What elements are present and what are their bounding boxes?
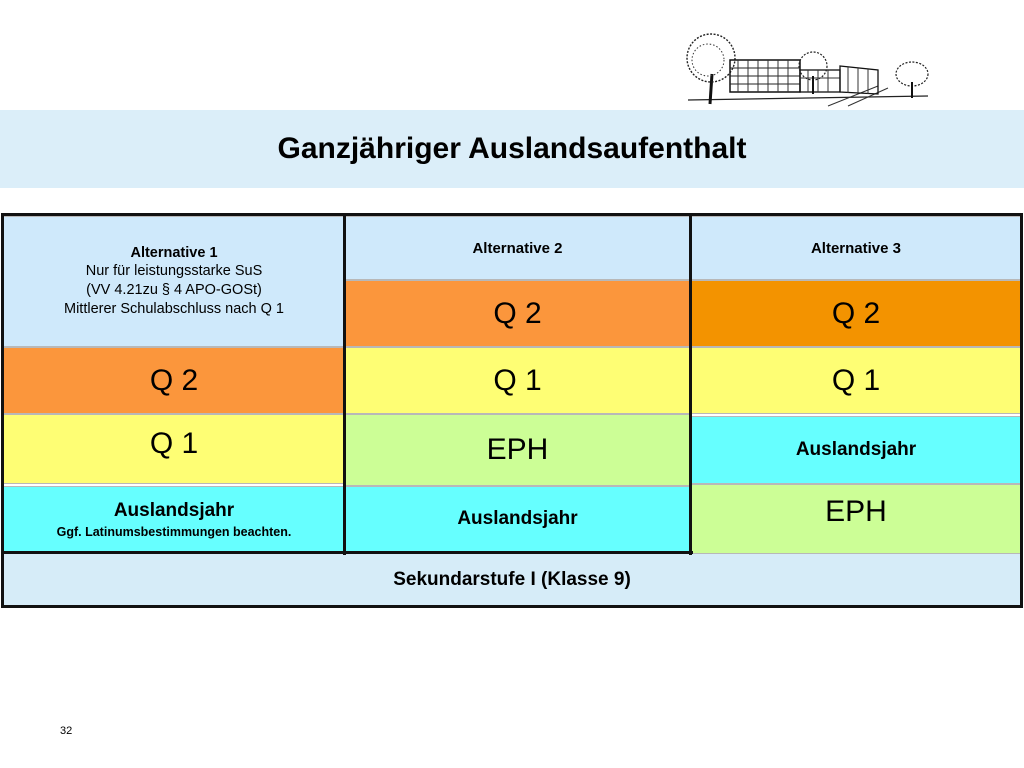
alt3-abroad-cell	[691, 416, 1021, 484]
alt2-q2-cell	[345, 280, 690, 347]
title-band	[0, 110, 1024, 188]
alt1-header	[3, 216, 345, 347]
page-title: Ganzjähriger Auslandsaufenthalt	[277, 132, 747, 165]
alt2-q2-label: Q 2	[493, 296, 542, 330]
school-building-sketch-icon	[678, 26, 940, 108]
alt2-abroad-label: Auslandsjahr	[457, 508, 578, 529]
alt1-q1-label: Q 1	[149, 427, 199, 460]
footer-row	[3, 553, 1021, 606]
alt1-abroad-cell	[3, 486, 345, 552]
alt1-q2-cell	[3, 347, 345, 414]
alt1-header-line: (VV 4.21zu § 4 APO-GOSt)	[86, 281, 262, 298]
alt1-header-line: Nur für leistungsstarke SuS	[85, 262, 263, 279]
row-separator	[1, 551, 693, 554]
alt1-q1-cell	[3, 414, 345, 484]
alt3-eph-cell	[691, 484, 1021, 554]
alt3-q2-cell	[691, 280, 1021, 347]
alt3-abroad-label: Auslandsjahr	[795, 439, 917, 460]
alt1-header-line: Mittlerer Schulabschluss nach Q 1	[63, 300, 284, 317]
alt3-eph-label: EPH	[825, 495, 887, 528]
alt2-eph-cell	[345, 414, 690, 486]
alt3-q2-label: Q 2	[831, 296, 881, 330]
column-separator	[689, 215, 692, 555]
alt2-q1-label: Q 1	[493, 363, 542, 397]
alt1-abroad-note: Ggf. Latinumsbestimmungen beachten.	[56, 524, 292, 539]
alt3-q1-cell	[691, 347, 1021, 414]
alt1-q2-label: Q 2	[149, 363, 199, 397]
alt3-q1-label: Q 1	[831, 363, 881, 397]
alt2-header	[345, 216, 690, 280]
alt1-abroad-label: Auslandsjahr	[113, 499, 235, 521]
alt3-header-title: Alternative 3	[810, 239, 902, 257]
alt2-header-title: Alternative 2	[472, 239, 563, 257]
footer-label: Sekundarstufe I (Klasse 9)	[393, 568, 631, 590]
page-number: 32	[60, 725, 73, 737]
alt2-abroad-cell	[345, 486, 690, 552]
alt1-header-title: Alternative 1	[130, 244, 218, 261]
alt2-q1-cell	[345, 347, 690, 414]
column-separator	[343, 215, 346, 555]
alt2-eph-label: EPH	[486, 433, 549, 466]
alt3-header	[691, 216, 1021, 280]
